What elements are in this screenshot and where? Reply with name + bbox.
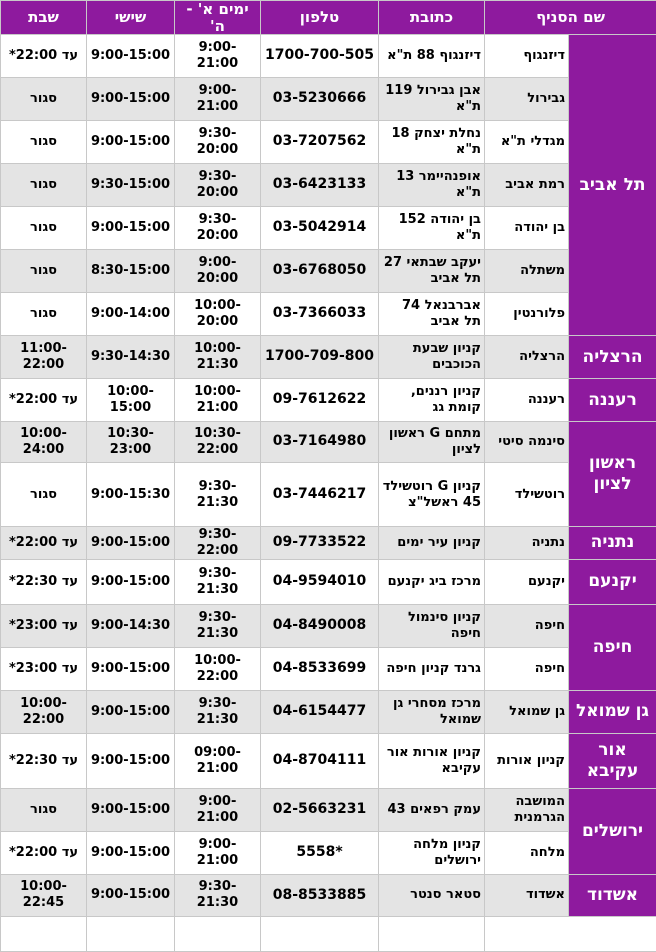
branch-name: סינמה סיטי (485, 422, 569, 463)
branch-phone: 03-7366033 (261, 293, 379, 336)
branch-phone: *5558 (261, 831, 379, 874)
hours-weekdays: 10:00-22:00 (175, 647, 261, 690)
branch-phone: 04-6154477 (261, 690, 379, 733)
hours-saturday: עד 22:00* (1, 527, 87, 560)
hours-saturday: 10:00-22:45 (1, 874, 87, 916)
branch-phone: 09-7733522 (261, 527, 379, 560)
branch-name: בן יהודה (485, 207, 569, 250)
branch-phone: 03-7207562 (261, 121, 379, 164)
empty-cell (1, 916, 87, 951)
branch-address: דיזנגוף 88 ת"א (379, 35, 485, 78)
hours-saturday: סגור (1, 121, 87, 164)
branch-phone: 03-6768050 (261, 250, 379, 293)
hours-saturday: סגור (1, 293, 87, 336)
city-name: תל אביב (569, 35, 656, 336)
branch-address: אבן גבירול 119 ת"א (379, 78, 485, 121)
table-row (1, 78, 656, 121)
hours-weekdays: 9:00-21:00 (175, 831, 261, 874)
hours-saturday: עד 22:30* (1, 733, 87, 788)
branch-address: קניון G רוטשילד 45 ראשל"צ (379, 463, 485, 527)
branch-phone: 03-5042914 (261, 207, 379, 250)
hours-weekdays: 9:00-21:00 (175, 35, 261, 78)
city-name: הרצליה (569, 336, 656, 379)
table-row (1, 35, 656, 78)
empty-cell (485, 916, 656, 951)
hours-friday: 9:30-14:30 (87, 336, 175, 379)
branch-phone: 04-8533699 (261, 647, 379, 690)
table-row (1, 831, 656, 874)
hours-weekdays: 9:30-21:30 (175, 463, 261, 527)
branch-name: חיפה (485, 647, 569, 690)
hours-friday: 9:00-15:00 (87, 874, 175, 916)
table-row (1, 647, 656, 690)
table-row (1, 604, 656, 647)
hours-friday: 9:00-15:00 (87, 121, 175, 164)
table-row (1, 527, 656, 560)
branch-address: קניון שבעת הכוכבים (379, 336, 485, 379)
table-row (1, 164, 656, 207)
header-branch: שם הסניף (485, 1, 656, 35)
hours-saturday: עד 23:00* (1, 604, 87, 647)
table-row (1, 559, 656, 604)
header-friday: שישי (87, 1, 175, 35)
branch-phone: 09-7612622 (261, 379, 379, 422)
hours-weekdays: 9:00-21:00 (175, 788, 261, 831)
table-row (1, 379, 656, 422)
branch-phone: 03-7446217 (261, 463, 379, 527)
branch-phone: 1700-700-505 (261, 35, 379, 78)
hours-saturday: 11:00-22:00 (1, 336, 87, 379)
empty-cell (379, 916, 485, 951)
hours-friday: 9:00-14:30 (87, 604, 175, 647)
hours-friday: 9:30-15:00 (87, 164, 175, 207)
branch-address: יעקב שבתאי 27 תל אביב (379, 250, 485, 293)
hours-saturday: סגור (1, 78, 87, 121)
header-weekdays: ימים א' - ה' (175, 1, 261, 35)
branch-name: רוטשילד (485, 463, 569, 527)
hours-friday: 9:00-15:00 (87, 527, 175, 560)
branch-address: סטאר סנטר (379, 874, 485, 916)
branch-name: רעננה (485, 379, 569, 422)
branch-address: מתחם G ראשון לציון (379, 422, 485, 463)
hours-saturday: סגור (1, 250, 87, 293)
hours-friday: 10:00-15:00 (87, 379, 175, 422)
table-row (1, 121, 656, 164)
hours-saturday: 10:00-24:00 (1, 422, 87, 463)
hours-friday: 9:00-15:00 (87, 207, 175, 250)
branch-name: קניון אורות (485, 733, 569, 788)
table-row (1, 293, 656, 336)
hours-weekdays: 9:30-20:00 (175, 207, 261, 250)
branch-address: מרכז ביג יקנעם (379, 559, 485, 604)
branch-name: נתניה (485, 527, 569, 560)
footnote-row (1, 916, 656, 951)
table-row (1, 690, 656, 733)
hours-friday: 9:00-15:00 (87, 559, 175, 604)
city-name: ירושלים (569, 788, 656, 874)
branch-address: בן יהודה 152 ת"א (379, 207, 485, 250)
branch-name: הרצליה (485, 336, 569, 379)
branch-address: אברבנאל 74 תל אביב (379, 293, 485, 336)
hours-weekdays: 9:30-21:30 (175, 604, 261, 647)
hours-friday: 9:00-15:00 (87, 35, 175, 78)
hours-weekdays: 9:30-21:30 (175, 690, 261, 733)
branch-phone: 04-9594010 (261, 559, 379, 604)
hours-saturday: עד 22:00* (1, 379, 87, 422)
empty-cell (87, 916, 175, 951)
branch-phone: 03-5230666 (261, 78, 379, 121)
branch-address: מרכז מסחרי גן שמואל (379, 690, 485, 733)
table-row (1, 207, 656, 250)
hours-saturday: עד 23:00* (1, 647, 87, 690)
empty-cell (175, 916, 261, 951)
hours-friday: 9:00-15:00 (87, 78, 175, 121)
branch-name: יקנעם (485, 559, 569, 604)
branch-name: חיפה (485, 604, 569, 647)
branch-address: קניון מלחה ירושלים (379, 831, 485, 874)
branch-name: משתלה (485, 250, 569, 293)
city-name: יקנעם (569, 559, 656, 604)
hours-saturday: עד 22:00* (1, 35, 87, 78)
branch-name: אשדוד (485, 874, 569, 916)
branch-address: קניון אורות אור עקיבא (379, 733, 485, 788)
hours-friday: 9:00-15:00 (87, 831, 175, 874)
branch-address: קניון סינמול חיפה (379, 604, 485, 647)
header-row (1, 1, 656, 35)
city-name: אור עקיבא (569, 733, 656, 788)
branch-address: נחלת יצחק 18 ת"א (379, 121, 485, 164)
hours-saturday: סגור (1, 463, 87, 527)
hours-saturday: סגור (1, 788, 87, 831)
branch-address: גרנד קניון חיפה (379, 647, 485, 690)
branch-phone: 08-8533885 (261, 874, 379, 916)
table-row (1, 463, 656, 527)
branch-phone: 03-7164980 (261, 422, 379, 463)
hours-weekdays: 9:30-21:30 (175, 874, 261, 916)
branch-name: מגדלי ת"א (485, 121, 569, 164)
hours-weekdays: 9:30-21:30 (175, 559, 261, 604)
branch-name: רמת אביב (485, 164, 569, 207)
branch-phone: 04-8704111 (261, 733, 379, 788)
hours-weekdays: 09:00-21:00 (175, 733, 261, 788)
city-name: נתניה (569, 527, 656, 560)
hours-weekdays: 9:30-20:00 (175, 121, 261, 164)
branch-phone: 03-6423133 (261, 164, 379, 207)
hours-friday: 9:00-15:00 (87, 788, 175, 831)
hours-friday: 9:00-14:00 (87, 293, 175, 336)
table-row (1, 336, 656, 379)
empty-cell (261, 916, 379, 951)
branch-name: פלורנטין (485, 293, 569, 336)
hours-saturday: סגור (1, 164, 87, 207)
table-row (1, 250, 656, 293)
hours-friday: 9:00-15:30 (87, 463, 175, 527)
city-name: ראשון לציון (569, 422, 656, 527)
hours-saturday: סגור (1, 207, 87, 250)
header-saturday: שבת (1, 1, 87, 35)
table-row (1, 733, 656, 788)
hours-friday: 9:00-15:00 (87, 647, 175, 690)
branch-address: אופנהיימר 13 ת"א (379, 164, 485, 207)
hours-friday: 10:30-23:00 (87, 422, 175, 463)
hours-weekdays: 10:30-22:00 (175, 422, 261, 463)
hours-weekdays: 10:00-20:00 (175, 293, 261, 336)
branch-name: מלחה (485, 831, 569, 874)
branch-name: גבירול (485, 78, 569, 121)
table-body (1, 35, 656, 952)
branch-phone: 1700-709-800 (261, 336, 379, 379)
hours-friday: 9:00-15:00 (87, 733, 175, 788)
hours-weekdays: 10:00-21:00 (175, 379, 261, 422)
branch-name: המושבה הגרמנית (485, 788, 569, 831)
hours-saturday: 10:00-22:00 (1, 690, 87, 733)
table-row (1, 788, 656, 831)
branch-name: דיזנגוף (485, 35, 569, 78)
header-address: כתובת (379, 1, 485, 35)
hours-saturday: עד 22:00* (1, 831, 87, 874)
hours-weekdays: 9:00-21:00 (175, 78, 261, 121)
branch-phone: 02-5663231 (261, 788, 379, 831)
hours-friday: 8:30-15:00 (87, 250, 175, 293)
hours-weekdays: 9:00-20:00 (175, 250, 261, 293)
hours-weekdays: 10:00-21:30 (175, 336, 261, 379)
city-name: גן שמואל (569, 690, 656, 733)
branch-phone: 04-8490008 (261, 604, 379, 647)
hours-weekdays: 9:30-20:00 (175, 164, 261, 207)
hours-saturday: עד 22:30* (1, 559, 87, 604)
city-name: אשדוד (569, 874, 656, 916)
city-name: חיפה (569, 604, 656, 690)
header-phone: טלפון (261, 1, 379, 35)
table-row (1, 422, 656, 463)
hours-friday: 9:00-15:00 (87, 690, 175, 733)
table-row (1, 874, 656, 916)
branch-address: עמק רפאים 43 (379, 788, 485, 831)
branch-address: קניון עיר ימים (379, 527, 485, 560)
branch-name: גן שמואל (485, 690, 569, 733)
hours-weekdays: 9:30-22:00 (175, 527, 261, 560)
city-name: רעננה (569, 379, 656, 422)
branch-address: קניון רננים, קומת גג (379, 379, 485, 422)
